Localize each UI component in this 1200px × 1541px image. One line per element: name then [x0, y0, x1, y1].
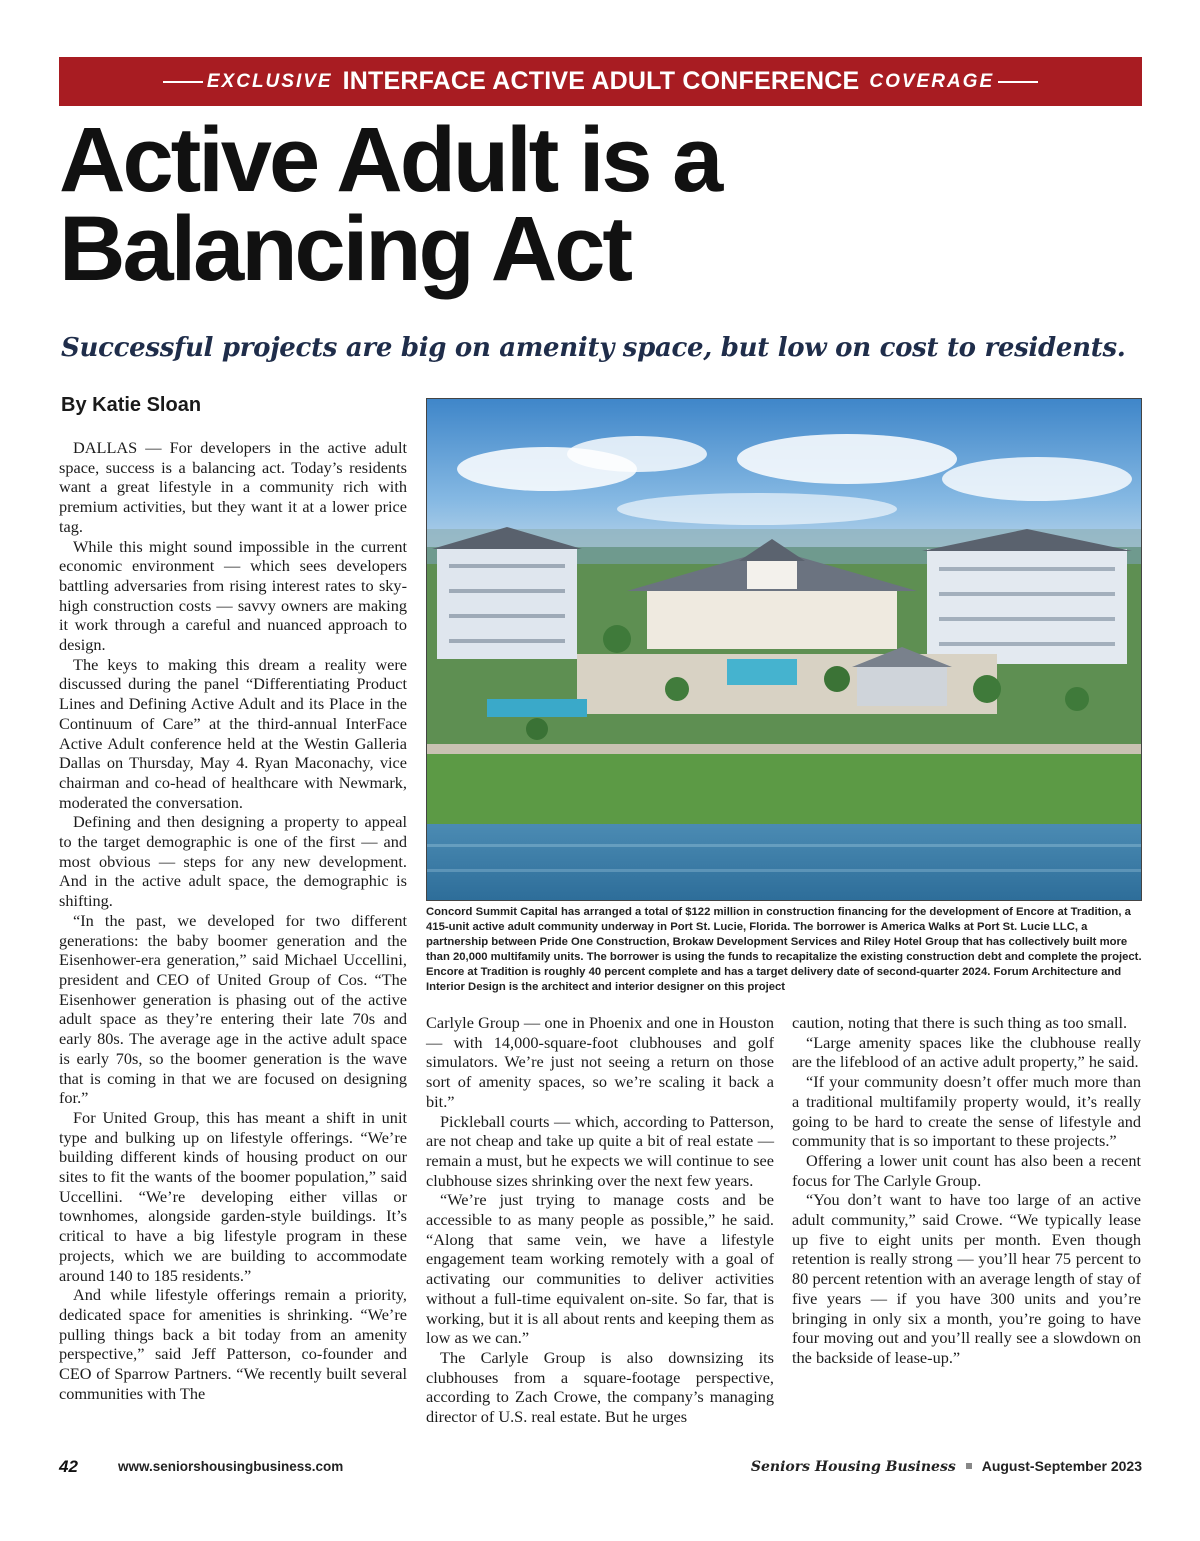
separator-square	[966, 1463, 972, 1469]
paragraph: The keys to making this dream a reality were discussed during the panel “Differentiating Product Lines and Defining Active Adult and its Place in the Continuum of Care” at the third-annual InterFace Active Adult conference held at the Westin Galleria Dallas on Thursday, May 4. Ryan Maconachy, vice chairman and co-head of healthcare with Newmark, moderated the conversation.	[59, 654, 407, 812]
paragraph: Offering a lower unit count has also been a recent focus for The Carlyle Group.	[792, 1150, 1141, 1190]
paragraph: Defining and then designing a property to appeal to the target demographic is one of the first — and most obvious — steps for any new development. And in the active adult space, the demographic is shifting.	[59, 812, 407, 911]
paragraph: caution, noting that there is such thing as too small.	[792, 1013, 1128, 1032]
banner-title: INTERFACE ACTIVE ADULT CONFERENCE	[342, 67, 860, 95]
paragraph: Carlyle Group — one in Phoenix and one in Houston — with 14,000-square-foot clubhouses and golf simulators. We’re just not seeing a return on those sort of amenity spaces, so we’re scaling it back a bit.”	[426, 1013, 774, 1111]
section-banner	[59, 57, 1142, 106]
paragraph: “If your community doesn’t offer much more than a traditional multifamily property would, it’s really going to be hard to create the sense of lifestyle and community that is so important to these projects.”	[792, 1072, 1141, 1151]
paragraph: “We’re just trying to manage costs and be accessible to as many people as possible,” he said. “Along that same vein, we have a lifestyle engagement team working remotely with a goal of activating our communities to deliver activities without a full-time equivalent on-site. So far, that is working, but it is all about rents and keeping them as low as we can.”	[426, 1190, 774, 1348]
page-number: 42	[59, 1457, 78, 1476]
paragraph: And while lifestyle offerings remain a priority, dedicated space for amenities is shrinking. “We’re pulling things back a bit today from an amenity perspective,” said Jeff Patterson, co-founder and CEO of Sparrow Partners. “We recently built several communities with The	[59, 1285, 407, 1403]
paragraph: Pickleball courts — which, according to Patterson, are not cheap and take up quite a bit of real estate — remain a must, but he expects we will continue to see clubhouse sizes shrinking over the next few years.	[426, 1111, 774, 1190]
article-column-3	[792, 1013, 1141, 1368]
article-deck: Successful projects are big on amenity space, but low on cost to residents.	[61, 333, 1126, 363]
article-byline: By Katie Sloan	[61, 394, 202, 416]
page-footer	[59, 1457, 1142, 1481]
paragraph: “In the past, we developed for two different generations: the baby boomer generation and the Eisenhower-era generation,” said Michael Uccellini, president and CEO of United Group of Cos. “The Eisenhower generation is phasing out of the active adult space as they’re entering their late 70s and early 80s. The average age in the active adult space is early 70s, so the boomer generation is the wave that is coming in that we are focused on designing for.”	[59, 910, 407, 1108]
paragraph: The Carlyle Group is also downsizing its clubhouses from a square-footage perspective, according to Zach Crowe, the company’s managing director of U.S. real estate. But he urges	[426, 1347, 774, 1427]
headline-line-2: Balancing Act	[59, 198, 631, 300]
banner-rule-right	[998, 81, 1038, 83]
article-column-1	[59, 438, 407, 1403]
issue-date: August-September 2023	[981, 1458, 1142, 1474]
paragraph: DALLAS — For developers in the active adult space, success is a balancing act. Today’s residents want a great lifestyle in a community rich with premium activities, but they want it at a lower price tag.	[59, 438, 407, 536]
banner-kicker-left: EXCLUSIVE	[206, 70, 333, 92]
paragraph: For United Group, this has meant a shift in unit type and bulking up on lifestyle offerings. “We’re building different kinds of housing product on our sites to fit the wants of the boomer population,” said Uccellini. “We’re developing either villas or townhomes, alongside garden-style buildings. It’s critical to have a big lifestyle program in these projects, which we are building to accommodate around 140 to 185 residents.”	[59, 1107, 407, 1285]
article-headline	[59, 109, 1159, 300]
paragraph: “You don’t want to have too large of an active adult community,” said Crowe. “We typically lease up five to eight units per month. Even though retention is really strong — you’ll hear 75 percent to 80 percent retention with an average length of stay of five years — if you have 300 units and you’re bringing in only six a month, you’re going to have four moving out and you’ll really see a slowdown on the backside of lease-up.”	[792, 1190, 1141, 1367]
article-photo	[426, 398, 1142, 901]
banner-kicker-right: COVERAGE	[869, 70, 995, 92]
banner-rule-left	[163, 81, 203, 83]
headline-line-1: Active Adult is a	[59, 109, 721, 211]
article-column-2	[426, 1013, 774, 1427]
footer-publication-info	[751, 1458, 1142, 1475]
footer-url: www.seniorshousingbusiness.com	[118, 1459, 344, 1474]
photo-caption: Concord Summit Capital has arranged a total of $122 million in construction financing for the development of Encore at Tradition, a 415-unit active adult community underway in Port St. Lucie, Florida. The borrower is America Walks at Port St. Lucie LLC, a partnership between Pride One Construction, Brokaw Development Services and Riley Hotel Group that has collectively built more than 20,000 multifamily units. The borrower is using the funds to recapitalize the existing construction debt and complete the project. Encore at Tradition is roughly 40 percent complete and has a target delivery date of second-quarter 2024. Forum Architecture and Interior Design is the architect and interior designer on this project	[426, 906, 1142, 994]
community-rendering-image	[427, 399, 1142, 901]
paragraph: “Large amenity spaces like the clubhouse really are the lifeblood of an active adult property,” he said.	[792, 1032, 1141, 1072]
publication-name: Seniors Housing Business	[750, 1459, 956, 1475]
paragraph: While this might sound impossible in the current economic environment — which sees developers battling adversaries from rising interest rates to sky-high construction costs — savvy owners are making it work through a careful and nuanced approach to design.	[59, 536, 407, 655]
